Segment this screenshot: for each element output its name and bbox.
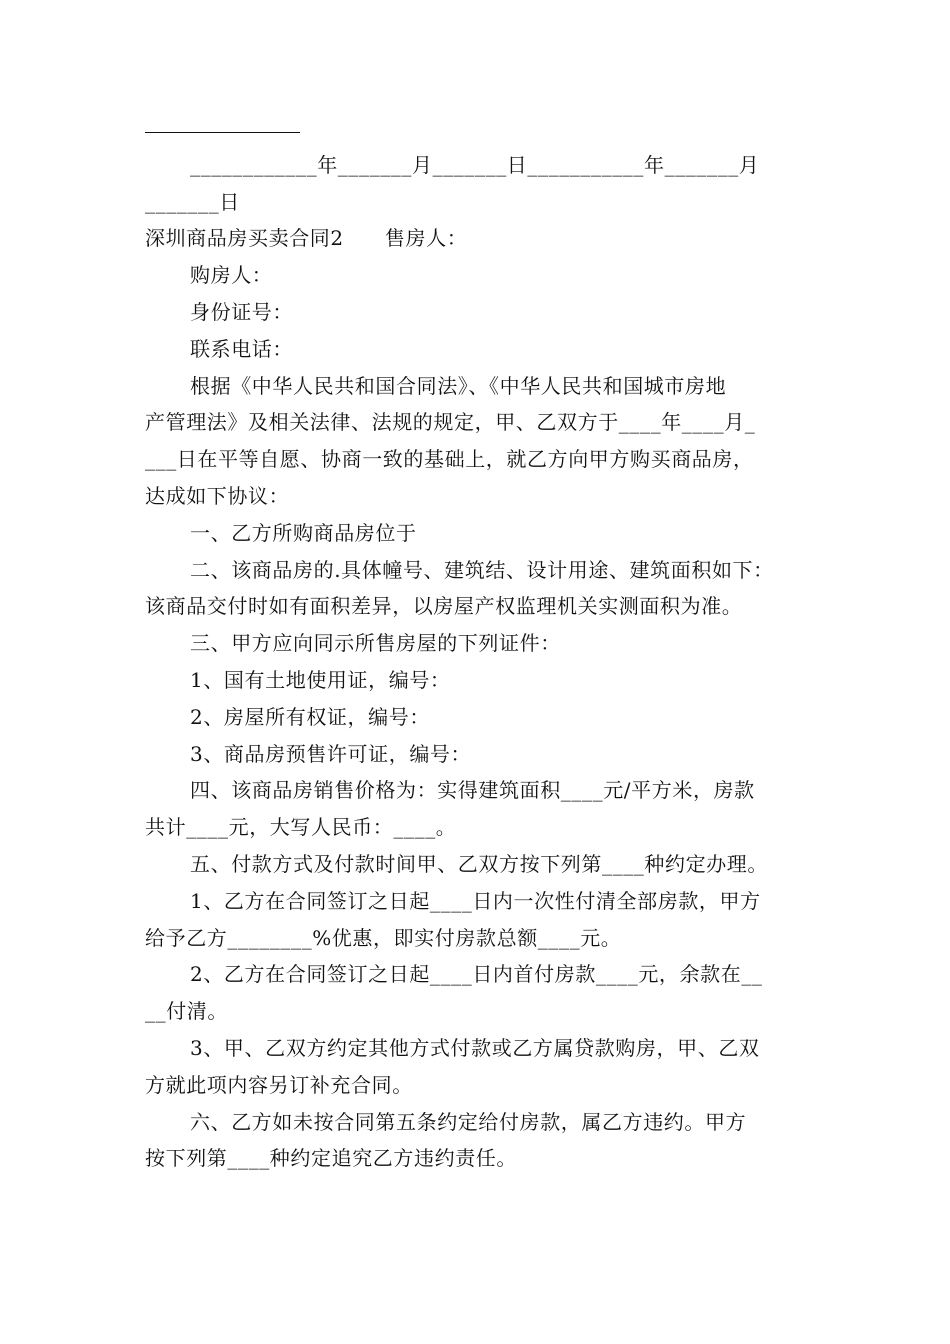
- text-line: 深圳商品房买卖合同2 售房人：: [145, 226, 468, 251]
- text-line: 按下列第____种约定追究乙方违约责任。: [145, 1146, 517, 1171]
- text-line: 身份证号：: [190, 299, 293, 324]
- text-line: 四、该商品房销售价格为：实得建筑面积____元/平方米，房款: [190, 778, 755, 803]
- text-line: 1、国有土地使用证，编号：: [190, 667, 451, 692]
- text-line: 1、乙方在合同签订之日起____日内一次性付清全部房款，甲方: [190, 888, 761, 913]
- text-line: 方就此项内容另订补充合同。: [145, 1072, 413, 1097]
- text-line: 该商品交付时如有面积差异，以房屋产权监理机关实测面积为准。: [145, 594, 743, 619]
- text-line: 3、甲、乙双方约定其他方式付款或乙方属贷款购房，甲、乙双: [190, 1035, 760, 1060]
- text-line: __付清。: [145, 999, 228, 1024]
- text-line: 三、甲方应向同示所售房屋的下列证件：: [190, 631, 561, 656]
- top-blank-line: [145, 110, 810, 147]
- text-line: _______日: [145, 189, 240, 214]
- text-line: 3、商品房预售许可证，编号：: [190, 741, 472, 766]
- text-line: 给予乙方________%优惠，即实付房款总额____元。: [145, 925, 622, 950]
- text-line: 联系电话：: [190, 336, 293, 361]
- text-line: 2、乙方在合同签订之日起____日内首付房款____元，余款在__: [190, 962, 763, 987]
- text-line: ____________年_______月_______日___________年_______月: [190, 152, 760, 177]
- text-line: 2、房屋所有权证，编号：: [190, 704, 430, 729]
- text-line: 六、乙方如未按合同第五条约定给付房款，属乙方违约。甲方: [190, 1109, 747, 1134]
- text-lines: [145, 147, 810, 1177]
- document-body: [145, 110, 810, 1177]
- text-line: 一、乙方所购商品房位于: [190, 520, 417, 545]
- text-line: 根据《中华人民共和国合同法》、《中华人民共和国城市房地: [190, 373, 727, 398]
- text-line: 达成如下协议：: [145, 483, 290, 508]
- blank-underline: [145, 110, 300, 133]
- text-line: 二、该商品房的.具体幢号、建筑结、设计用途、建筑面积如下：: [190, 557, 774, 582]
- text-line: ___日在平等自愿、协商一致的基础上，就乙方向甲方购买商品房，: [145, 447, 754, 472]
- text-line: 五、付款方式及付款时间甲、乙双方按下列第____种约定办理。: [190, 851, 768, 876]
- text-line: 产管理法》及相关法律、法规的规定，甲、乙双方于____年____月_: [145, 410, 756, 435]
- text-line: 购房人：: [190, 263, 273, 288]
- text-line: 共计____元，大写人民币：____。: [145, 815, 457, 840]
